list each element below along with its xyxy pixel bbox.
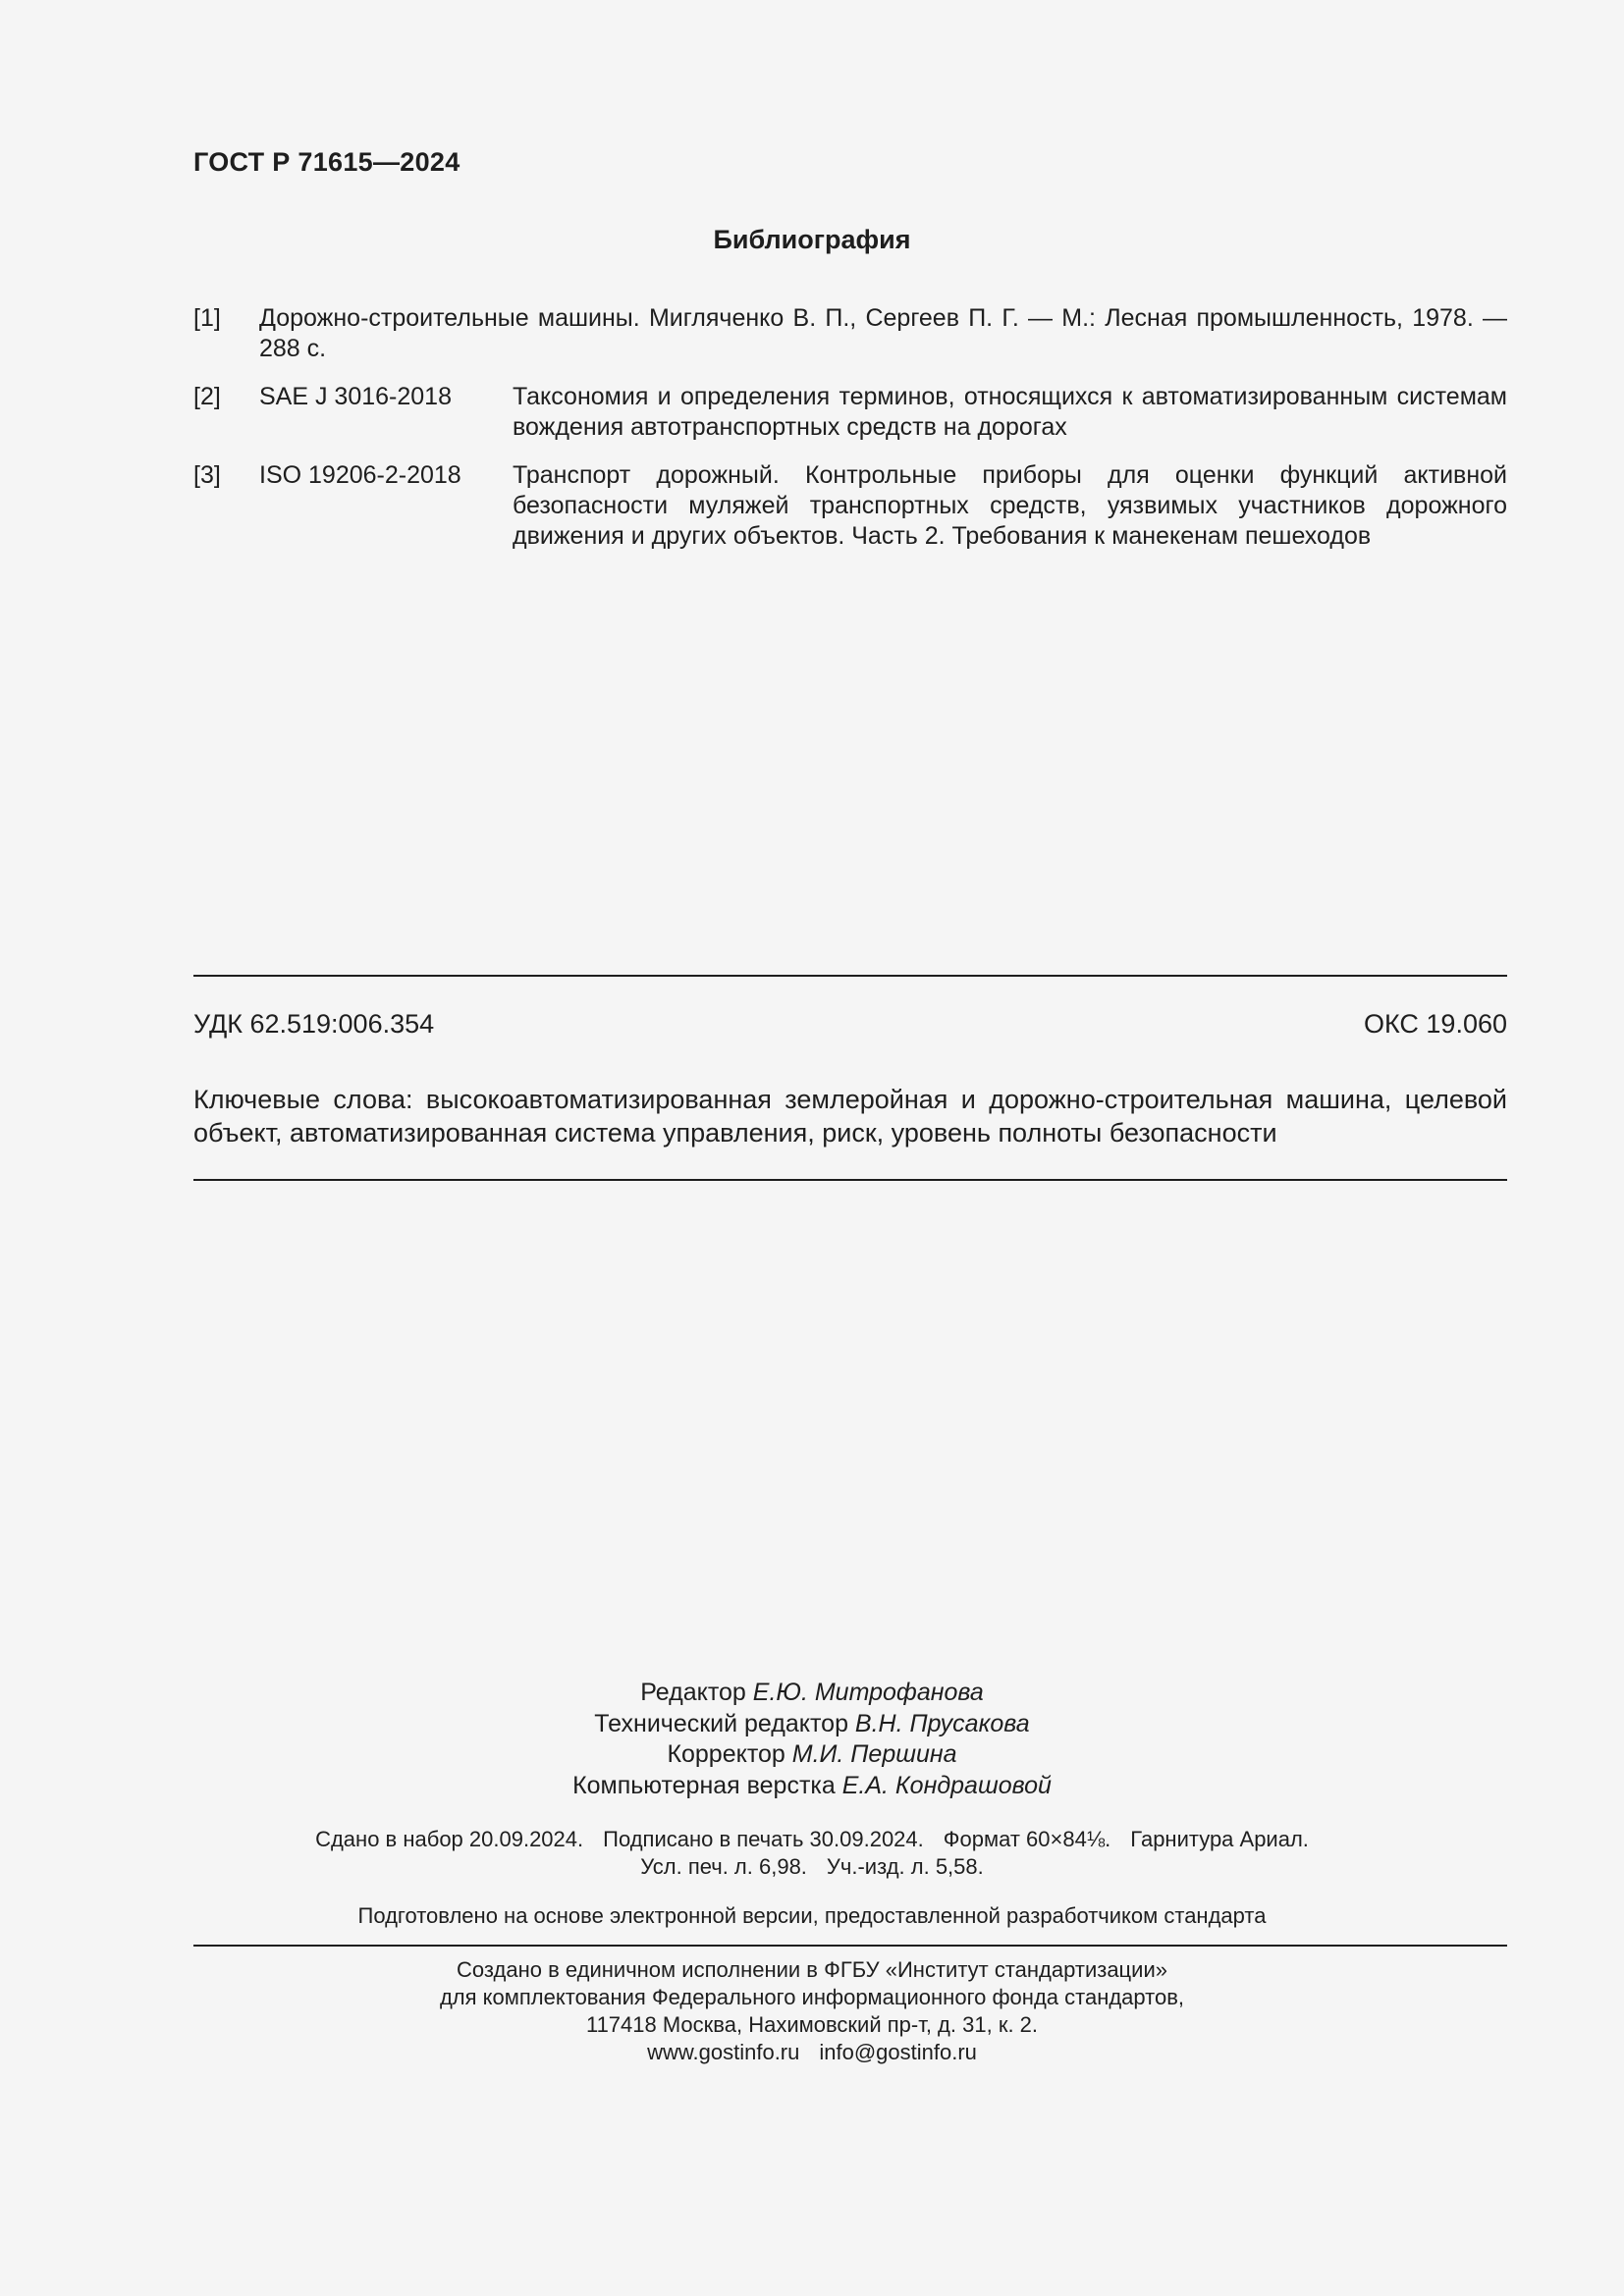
reference-code: ISO 19206-2-2018 [259,461,461,489]
divider-line [193,975,1507,977]
oks-code: ОКС 19.060 [1363,1009,1507,1039]
layout-line [0,1771,1624,1802]
print-sheets: Усл. печ. л. 6,98. [640,1854,807,1879]
person-name: В.Н. Прусакова [854,1709,1030,1737]
created-line-2: для комплектования Федерального информационного фонда стандартов, [439,1985,1185,2009]
bibliography-entry-1 [193,303,1507,364]
reference-number: [1] [193,304,221,332]
keywords: Ключевые слова: высокоавтоматизированная землеройная и дорожно-строительная машина, целевой объект, автоматизированная система управления, риск, уровень полноты безопасности [193,1085,1507,1148]
email-link[interactable]: info@gostinfo.ru [819,2040,977,2064]
typeface: Гарнитура Ариал. [1130,1827,1309,1851]
divider-line [193,1945,1507,1947]
paper-format: Формат 60×84⅛. [943,1827,1111,1851]
print-details [0,1826,1624,1881]
tech-editor-line [0,1709,1624,1740]
reference-number: [3] [193,461,221,489]
publisher-sheets: Уч.-изд. л. 5,58. [826,1854,984,1879]
bibliography-entry-2 [193,382,1507,443]
typeset-date: Сдано в набор 20.09.2024. [315,1827,584,1851]
document-code: ГОСТ Р 71615—2024 [193,147,460,177]
udk-code: УДК 62.519:006.354 [193,1009,435,1039]
corrector-line [0,1739,1624,1771]
credits-block [0,1678,1624,1801]
reference-text: Таксономия и определения терминов, относящихся к автоматизированным системам вождения автотранспортных средств на дорогах [513,383,1507,441]
person-name: Е.А. Кондрашовой [841,1771,1052,1799]
bibliography-entry-3 [193,460,1507,552]
contacts-line [0,2039,1624,2066]
bibliography-title: Библиография [713,225,911,254]
print-details-line-2 [0,1853,1624,1881]
reference-code: SAE J 3016-2018 [259,383,452,410]
created-line-1: Создано в единичном исполнении в ФГБУ «Институт стандартизации» [457,1957,1167,1982]
role-label: Корректор [667,1740,792,1768]
reference-text: Дорожно-строительные машины. Мигляченко В. П., Сергеев П. Г. — М.: Лесная промышленность, 1978. — 288 с. [259,304,1507,362]
divider-line [193,1179,1507,1181]
reference-text: Транспорт дорожный. Контрольные приборы для оценки функций активной безопасности муляжей транспортных средств, уязвимых участников дорожного движения и других объектов. Часть 2. Требования к манекенам пешеходов [513,461,1507,550]
prepared-note: Подготовлено на основе электронной версии, предоставленной разработчиком стандарта [357,1903,1267,1928]
role-label: Компьютерная верстка [572,1771,842,1799]
person-name: М.И. Першина [791,1740,957,1768]
person-name: Е.Ю. Митрофанова [752,1679,984,1706]
website-link[interactable]: www.gostinfo.ru [647,2040,800,2064]
signed-date: Подписано в печать 30.09.2024. [603,1827,924,1851]
reference-number: [2] [193,383,221,410]
role-label: Редактор [640,1679,753,1706]
publisher-address: 117418 Москва, Нахимовский пр-т, д. 31, к. 2. [585,2012,1039,2037]
editor-line [0,1678,1624,1709]
role-label: Технический редактор [594,1709,855,1737]
print-details-line-1 [0,1826,1624,1853]
publisher-info [0,1956,1624,2066]
